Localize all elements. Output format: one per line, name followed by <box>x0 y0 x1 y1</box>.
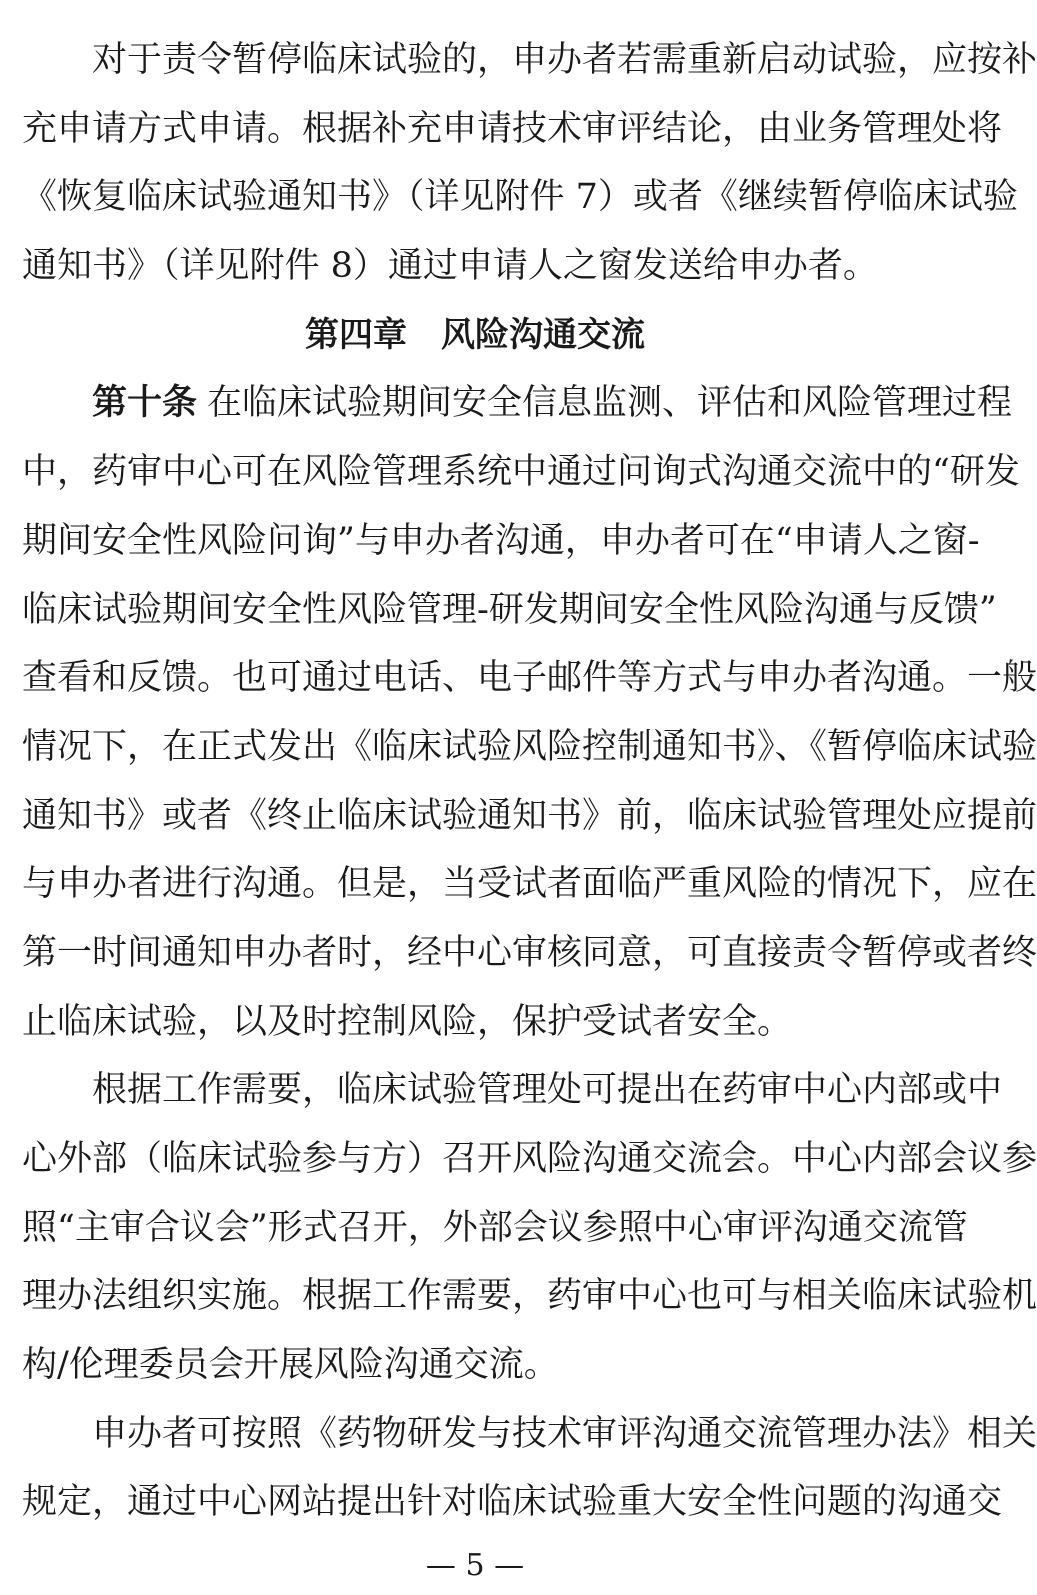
paragraph-line: 中，药审中心可在风险管理系统中通过问询式沟通交流中的“研发 <box>22 452 1020 493</box>
paragraph-line: 根据工作需要，临床试验管理处可提出在药审中心内部或中 <box>92 1070 1003 1111</box>
paragraph-line: 照“主审合议会”形式召开，外部会议参照中心审评沟通交流管 <box>22 1207 968 1248</box>
paragraph-line: 心外部（临床试验参与方）召开风险沟通交流会。中心内部会议参 <box>22 1139 1037 1179</box>
paragraph-line: 临床试验期间安全性风险管理-研发期间安全性风险沟通与反馈” <box>22 589 997 630</box>
paragraph-line: 申办者可按照《药物研发与技术审评沟通交流管理办法》相关 <box>92 1413 1037 1454</box>
paragraph-line: 情况下，在正式发出《临床试验风险控制通知书》、《暂停临床试验 <box>22 726 1037 767</box>
paragraph-line: 规定，通过中心网站提出针对临床试验重大安全性问题的沟通交 <box>22 1482 1003 1523</box>
paragraph-line: 充申请方式申请。根据补充申请技术审评结论，由业务管理处将 <box>22 108 1003 149</box>
paragraph-line: 构/伦理委员会开展风险沟通交流。 <box>22 1345 559 1386</box>
paragraph-line-text: 在临床试验期间安全信息监测、评估和风险管理过程 <box>207 383 1013 424</box>
paragraph-line: 通知书》（详见附件 8）通过申请人之窗发送给申办者。 <box>22 246 878 287</box>
paragraph-line: 期间安全性风险问询”与申办者沟通，申办者可在“申请人之窗- <box>22 520 980 561</box>
chapter-heading: 第四章 风险沟通交流 <box>305 314 645 355</box>
paragraph-line: 第一时间通知申办者时，经中心审核同意，可直接责令暂停或者终 <box>22 932 1037 973</box>
paragraph-line: 与申办者进行沟通。但是，当受试者面临严重风险的情况下，应在 <box>22 864 1037 905</box>
paragraph-line: 止临床试验，以及时控制风险，保护受试者安全。 <box>22 1001 793 1042</box>
article-first-line <box>22 369 1013 438</box>
article-label: 第十条 <box>92 383 198 424</box>
page-number: — 5 — <box>425 1548 525 1583</box>
paragraph-line: 对于责令暂停临床试验的，申办者若需重新启动试验，应按补 <box>92 40 1037 80</box>
paragraph-line: 通知书》或者《终止临床试验通知书》前，临床试验管理处应提前 <box>22 795 1037 836</box>
paragraph-line: 查看和反馈。也可通过电话、电子邮件等方式与申办者沟通。一般 <box>22 658 1037 699</box>
paragraph-line: 理办法组织实施。根据工作需要，药审中心也可与相关临床试验机 <box>22 1276 1037 1317</box>
paragraph-line: 《恢复临床试验通知书》（详见附件 7）或者《继续暂停临床试验 <box>22 177 1018 218</box>
